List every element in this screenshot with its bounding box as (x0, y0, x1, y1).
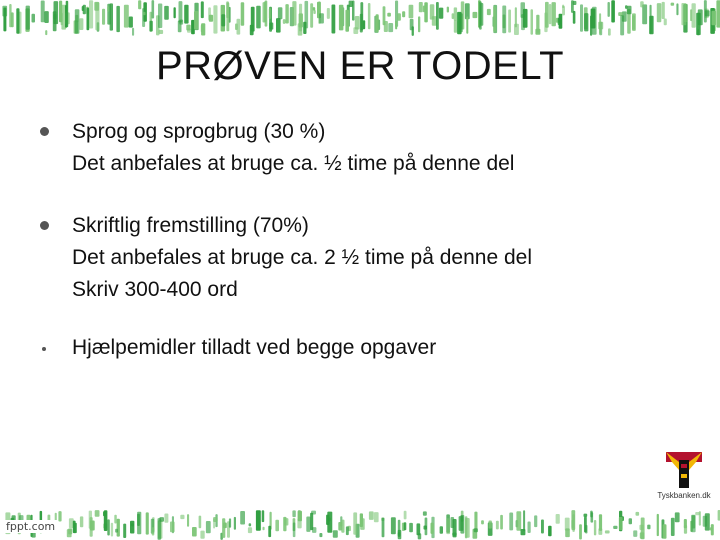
slide-title: PRØVEN ER TODELT (155, 44, 565, 88)
bullet-item-hjaelpemidler (40, 332, 680, 364)
bullet-dot-icon (40, 221, 49, 230)
bullet-text: Skriv 300-400 ord (72, 278, 238, 301)
bullet-dot-icon (40, 127, 49, 136)
footer-credit: fppt.com (6, 520, 56, 533)
logo-text: Tyskbanken.dk (657, 491, 711, 500)
bullet-item-skriftlig (40, 210, 680, 306)
bullet-text: Skriftlig fremstilling (70%) (72, 214, 309, 237)
bullet-dot-icon (42, 347, 46, 351)
decorative-top-border (0, 0, 720, 36)
bullet-text: Sprog og sprogbrug (30 %) (72, 120, 326, 143)
bullet-item-sprog (40, 116, 680, 180)
bullet-list (40, 116, 680, 364)
bullet-text: Det anbefales at bruge ca. 2 ½ time på denne del (72, 246, 532, 269)
decorative-bottom-border (0, 510, 720, 540)
bullet-text: Det anbefales at bruge ca. ½ time på denne del (72, 152, 515, 175)
bullet-text: Hjælpemidler tilladt ved begge opgaver (72, 336, 437, 359)
